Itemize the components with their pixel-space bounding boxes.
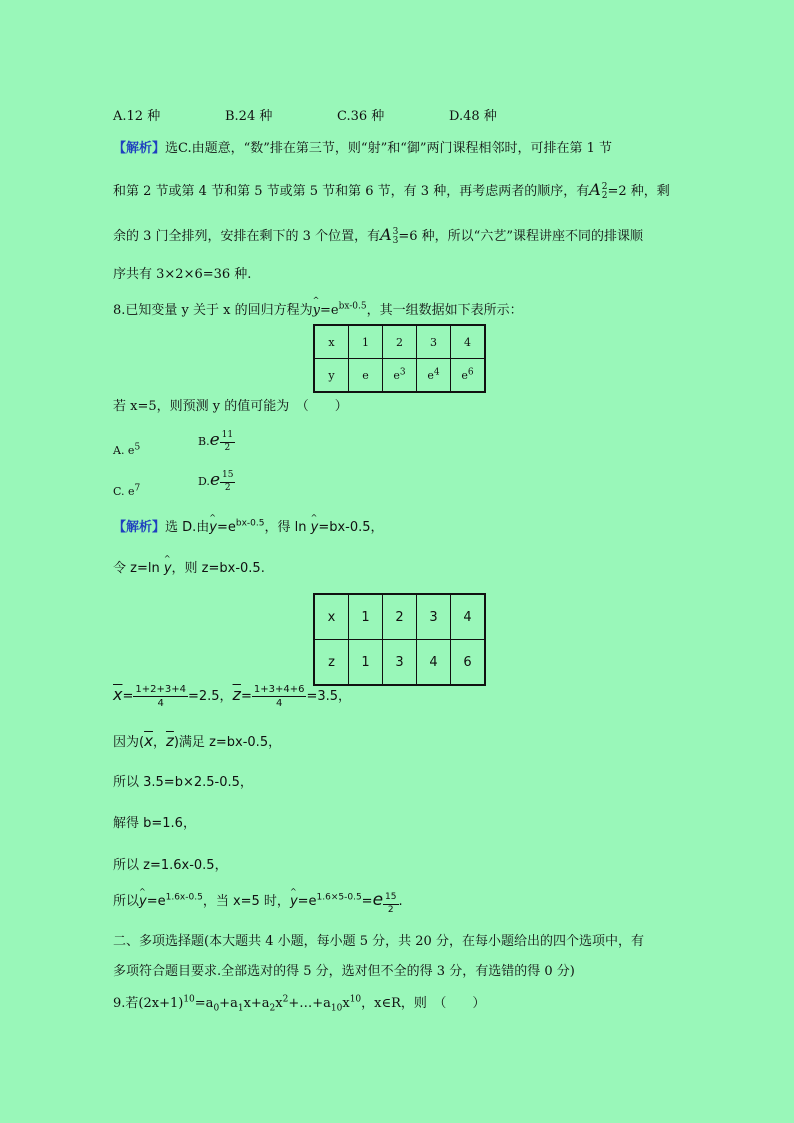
data-table-xy: x 1 2 3 4 y e $e^3$ $e^4$ $e^6$ bbox=[313, 324, 486, 393]
option-a: A.12 种 bbox=[113, 109, 161, 124]
section-heading-line-1: 二、多项选择题(本大题共 4 小题，每小题 5 分，共 20 分，在每小题给出的四个选项中，有 bbox=[113, 934, 644, 949]
so-line-2: 所以 z=1.6x-0.5， bbox=[113, 858, 228, 873]
option-b: B.24 种 bbox=[225, 109, 273, 124]
final-line: 所以^ $y=e^{1.6x-0.5}$，当 x=5 时，^ $y=e^{1.6\times 5-0.5}=e$ $\frac{15}{2}$ . bbox=[113, 892, 403, 916]
analysis-tag: 【解析】 bbox=[113, 141, 166, 156]
q7-analysis-line-3: 余的 3 门全排列，安排在剩下的 3 个位置，有A 3 3 =6 种，所以“六艺”课程讲座不同的排课顺 bbox=[113, 225, 643, 246]
option-d: D.48 种 bbox=[449, 109, 497, 124]
q8-option-b: B.e $\frac{11}{2}$ bbox=[198, 430, 234, 453]
q8-option-c: C. $e^7$ bbox=[113, 483, 141, 498]
arrangement-symbol: A bbox=[380, 225, 392, 244]
q7-analysis-line-2: 和第 2 节或第 4 节和第 5 节或第 5 节和第 6 节，有 3 种，再考虑两者的顺序，有A 2 2 =2 种，剩 bbox=[113, 180, 670, 201]
q8-option-a: A. $e^5$ bbox=[113, 442, 141, 457]
q9-stem: 9.若$(2x+1)^{10}=a_0+a_1x+a_2x^2+\dots+a_{10}x^{10}$，x∈R，则 （ ） bbox=[113, 994, 486, 1014]
q8-question: 若 x=5，则预测 y 的值可能为 （ ） bbox=[113, 399, 348, 414]
q8-option-d: D.e $\frac{15}{2}$ bbox=[198, 470, 234, 493]
q8-solution-line-2: 令 z=ln ^ y，则 z=bx-0.5. bbox=[113, 562, 265, 575]
q7-analysis-line-4: 序共有 3×2×6=36 种. bbox=[113, 267, 252, 282]
solve-line: 解得 b=1.6， bbox=[113, 816, 196, 831]
data-table-xz: x 1 2 3 4 z 1 3 4 6 bbox=[313, 593, 486, 686]
analysis-tag: 【解析】 bbox=[113, 520, 166, 535]
section-heading-line-2: 多项符合题目要求.全部选对的得 5 分，选对但不全的得 3 分，有选错的得 0 分) bbox=[113, 964, 575, 979]
q7-analysis-line-1: 【解析】选C.由题意，“数”排在第三节，则“射”和“御”两门课程相邻时，可排在第 1 节 bbox=[113, 141, 613, 156]
q8-solution-line-1: 【解析】选 D.由^ $y=e^{bx-0.5}$，得 ln ^ y=bx-0.5， bbox=[113, 521, 384, 534]
so-line-1: 所以 3.5=b×2.5-0.5， bbox=[113, 775, 253, 790]
q8-stem: 8.已知变量 y 关于 x 的回归方程为^ $y=e^{bx-0.5}$，其一组数据如下表所示： bbox=[113, 304, 523, 317]
mean-calculation: $\overline{x}=$ $\frac{1+2+3+4}{4}$ =2.5，$\overline{z}=$ $\frac{1+3+4+6}{4}$ =3.5， bbox=[113, 684, 352, 709]
because-line: 因为($\overline{x}$，$\overline{z}$)满足 z=bx-0.5， bbox=[113, 732, 282, 750]
arrangement-symbol: A bbox=[589, 180, 601, 199]
option-c: C.36 种 bbox=[337, 109, 385, 124]
